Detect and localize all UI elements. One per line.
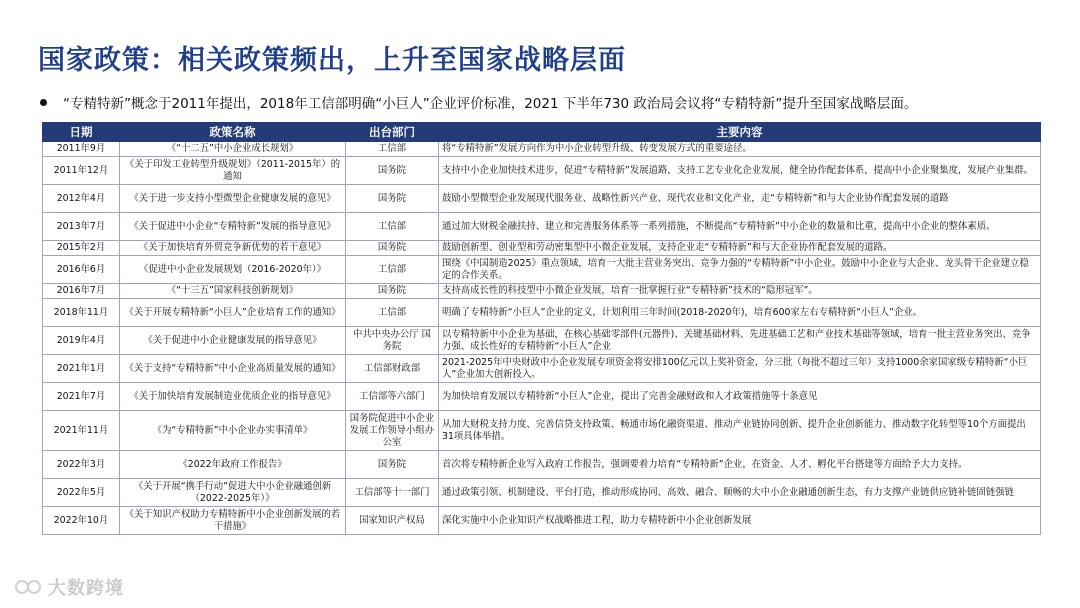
cell-date: 2022年3月 — [43, 451, 120, 479]
watermark — [14, 574, 124, 600]
cell-policy-name: 《关于开展专精特新“小巨人”企业培育工作的通知》 — [120, 299, 346, 327]
cell-content: 通过加大财税金融扶持、建立和完善服务体系等一系列措施，不断提高“专精特新”中小企业的数量和比重，提高中小企业的整体素质。 — [439, 213, 1041, 241]
table-row — [43, 299, 1041, 327]
cell-date: 2022年10月 — [43, 507, 120, 535]
header-department: 出台部门 — [346, 123, 439, 142]
table-row — [43, 327, 1041, 355]
table-row — [43, 355, 1041, 383]
cell-content: 围绕《中国制造2025》重点领域，培育一大批主营业务突出、竞争力强的“专精特新”中小企业。鼓励中小企业与大企业、龙头骨干企业建立稳定的合作关系。 — [439, 256, 1041, 284]
cell-date: 2018年11月 — [43, 299, 120, 327]
bullet-dot-icon — [40, 99, 47, 106]
intro-bullet — [40, 92, 1070, 112]
cell-content: 从加大财税支持力度、完善信贷支持政策、畅通市场化融资渠道、推动产业链协同创新、提升企业创新能力、推动数字化转型等10个方面提出31项具体举措。 — [439, 411, 1041, 451]
page-title: 国家政策：相关政策频出，上升至国家战略层面 — [38, 45, 626, 76]
cell-department: 工信部等六部门 — [346, 383, 439, 411]
cell-policy-name: 《“十三五”国家科技创新规划》 — [120, 284, 346, 299]
cell-department: 国务院 — [346, 157, 439, 185]
header-date: 日期 — [43, 123, 120, 142]
cell-department: 工信部等十一部门 — [346, 479, 439, 507]
cell-department: 国务院 — [346, 451, 439, 479]
cell-policy-name: 《关于进一步支持小型微型企业健康发展的意见》 — [120, 185, 346, 213]
table-row — [43, 142, 1041, 157]
table-row — [43, 411, 1041, 451]
cell-content: 首次将专精特新企业写入政府工作报告，强调要着力培育“专精特新”企业，在资金、人才、孵化平台搭建等方面给予大力支持。 — [439, 451, 1041, 479]
cell-policy-name: 《关于印发工业转型升级规划》（2011-2015年）的通知 — [120, 157, 346, 185]
table-row — [43, 479, 1041, 507]
cell-policy-name: 《为“专精特新”中小企业办实事清单》 — [120, 411, 346, 451]
cell-content: 支持中小企业加快技术进步，促进“专精特新”发展道路，支持工艺专业化企业发展，健全协作配套体系，提高中小企业聚集度，发展产业集群。 — [439, 157, 1041, 185]
cell-date: 2022年5月 — [43, 479, 120, 507]
cell-policy-name: 《“十二五”中小企业成长规划》 — [120, 142, 346, 157]
cell-content: 通过政策引领、机制建设、平台打造，推动形成协同、高效、融合、顺畅的大中小企业融通创新生态，有力支撑产业链供应链补链固链强链 — [439, 479, 1041, 507]
cell-date: 2021年1月 — [43, 355, 120, 383]
cell-policy-name: 《关于支持“专精特新”中小企业高质量发展的通知》 — [120, 355, 346, 383]
cell-department: 工信部财政部 — [346, 355, 439, 383]
cell-date: 2021年11月 — [43, 411, 120, 451]
cell-content: 将“专精特新”发展方向作为中小企业转型升级、转变发展方式的重要途径。 — [439, 142, 1041, 157]
cell-policy-name: 《关于促进中小企业健康发展的指导意见》 — [120, 327, 346, 355]
cell-department: 工信部 — [346, 299, 439, 327]
cell-date: 2012年4月 — [43, 185, 120, 213]
cell-date: 2016年6月 — [43, 256, 120, 284]
header-content: 主要内容 — [439, 123, 1041, 142]
table-row — [43, 256, 1041, 284]
cell-date: 2016年7月 — [43, 284, 120, 299]
cell-policy-name: 《关于加快培育外贸竞争新优势的若干意见》 — [120, 241, 346, 256]
table-row — [43, 213, 1041, 241]
table-row — [43, 451, 1041, 479]
cell-date: 2013年7月 — [43, 213, 120, 241]
cell-department: 国务院 — [346, 284, 439, 299]
cell-content: 2021-2025年中央财政中小企业发展专项资金将安排100亿元以上奖补资金，分三批（每批不超过三年）支持1000余家国家级专精特新“小巨人”企业加大创新投入。 — [439, 355, 1041, 383]
table-row — [43, 157, 1041, 185]
table-row — [43, 383, 1041, 411]
cell-content: 鼓励创新型、创业型和劳动密集型中小微企业发展，支持企业走“专精特新”和与大企业协作配套发展的道路。 — [439, 241, 1041, 256]
cell-department: 工信部 — [346, 142, 439, 157]
cell-department: 国家知识产权局 — [346, 507, 439, 535]
intro-text: “专精特新”概念于2011年提出，2018年工信部明确“小巨人”企业评价标准，2021 下半年730 政治局会议将“专精特新”提升至国家战略层面。 — [63, 96, 918, 112]
cell-department: 工信部 — [346, 213, 439, 241]
cell-date: 2015年2月 — [43, 241, 120, 256]
table-row — [43, 507, 1041, 535]
watermark-text: 大数跨境 — [48, 578, 124, 599]
cell-date: 2021年7月 — [43, 383, 120, 411]
cell-date: 2019年4月 — [43, 327, 120, 355]
cell-policy-name: 《2022年政府工作报告》 — [120, 451, 346, 479]
cell-department: 中共中央办公厅 国务院 — [346, 327, 439, 355]
cell-policy-name: 《关于促进中小企业“专精特新”发展的指导意见》 — [120, 213, 346, 241]
cell-date: 2011年12月 — [43, 157, 120, 185]
cell-department: 国务院 — [346, 241, 439, 256]
policy-table — [42, 122, 1041, 535]
cell-department: 国务院 — [346, 185, 439, 213]
cell-content: 为加快培育发展以专精特新“小巨人”企业，提出了完善金融财政和人才政策措施等十条意见 — [439, 383, 1041, 411]
cell-content: 支持高成长性的科技型中小微企业发展，培育一批掌握行业“专精特新”技术的“隐形冠军”。 — [439, 284, 1041, 299]
table-row — [43, 284, 1041, 299]
cell-content: 明确了专精特新“小巨人”企业的定义，计划利用三年时间(2018-2020年)，培育600家左右专精特新“小巨人”企业。 — [439, 299, 1041, 327]
header-policy-name: 政策名称 — [120, 123, 346, 142]
watermark-logo-icon — [14, 576, 44, 598]
table-row — [43, 241, 1041, 256]
cell-content: 深化实施中小企业知识产权战略推进工程，助力专精特新中小企业创新发展 — [439, 507, 1041, 535]
cell-department: 国务院促进中小企业发展工作领导小组办公室 — [346, 411, 439, 451]
cell-policy-name: 《关于开展“携手行动”促进大中小企业融通创新（2022-2025年）》 — [120, 479, 346, 507]
cell-policy-name: 《关于知识产权助力专精特新中小企业创新发展的若干措施》 — [120, 507, 346, 535]
table-row — [43, 185, 1041, 213]
cell-date: 2011年9月 — [43, 142, 120, 157]
cell-policy-name: 《关于加快培育发展制造业优质企业的指导意见》 — [120, 383, 346, 411]
cell-content: 鼓励小型微型企业发展现代服务业、战略性新兴产业、现代农业和文化产业，走“专精特新”和与大企业协作配套发展的道路 — [439, 185, 1041, 213]
table-header-row — [43, 123, 1041, 142]
cell-content: 以专精特新中小企业为基础，在核心基础零部件(元器件)、关键基础材料、先进基础工艺和产业技术基础等领域，培育一批主营业务突出、竞争力强、成长性好的专精特新“小巨人”企业 — [439, 327, 1041, 355]
cell-department: 工信部 — [346, 256, 439, 284]
cell-policy-name: 《促进中小企业发展规划（2016-2020年）》 — [120, 256, 346, 284]
